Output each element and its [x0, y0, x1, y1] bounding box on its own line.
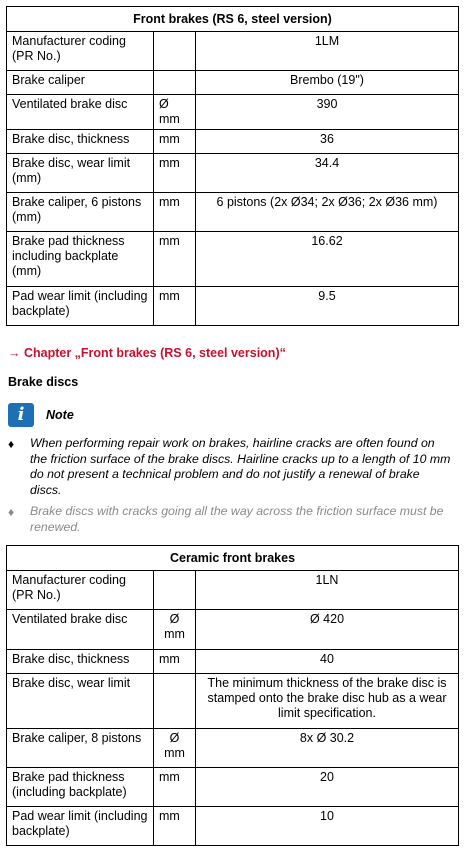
- section-heading: Brake discs: [8, 375, 79, 389]
- front-brakes-steel-table: [6, 6, 459, 326]
- row-value: 1LN: [196, 571, 459, 610]
- row-value: 20: [196, 768, 459, 807]
- row-label: Pad wear limit (including backplate): [7, 807, 154, 846]
- table-row: [7, 807, 459, 846]
- row-value: 10: [196, 807, 459, 846]
- row-value: 390: [196, 95, 459, 130]
- row-label: Brake caliper: [7, 71, 154, 95]
- row-label: Brake pad thickness (including backplate): [7, 768, 154, 807]
- row-value: 9.5: [196, 287, 459, 326]
- row-value: The minimum thickness of the brake disc is stamped onto the brake disc hub as a wear limit specification.: [196, 674, 459, 729]
- bullet-icon: ♦: [8, 505, 15, 519]
- note-label: Note: [46, 408, 74, 422]
- row-unit: mm: [154, 154, 196, 193]
- note-item: When performing repair work on brakes, hairline cracks are often found on the friction surface of the brake discs. Hairline cracks up to a length of 10 mm do not present a technical problem and do not justify a renewal of brake discs.: [30, 436, 451, 497]
- table-row: [7, 130, 459, 154]
- bullet-icon: ♦: [8, 437, 15, 451]
- row-label: Brake disc, thickness: [7, 650, 154, 674]
- note-item: Brake discs with cracks going all the way across the friction surface must be renewed.: [30, 504, 444, 534]
- row-unit: mm: [154, 232, 196, 287]
- row-value: Brembo (19"): [196, 71, 459, 95]
- row-value: 6 pistons (2x Ø34; 2x Ø36; 2x Ø36 mm): [196, 193, 459, 232]
- row-unit: mm: [154, 807, 196, 846]
- row-unit: [154, 674, 196, 729]
- row-value: 16.62: [196, 232, 459, 287]
- table-row: [7, 610, 459, 650]
- row-value: 1LM: [196, 32, 459, 71]
- row-label: Brake caliper, 8 pistons: [7, 729, 154, 768]
- table-row: [7, 650, 459, 674]
- row-unit: [154, 32, 196, 71]
- table-row: [7, 674, 459, 729]
- row-unit: mm: [154, 650, 196, 674]
- row-value: 36: [196, 130, 459, 154]
- row-label: Brake disc, wear limit (mm): [7, 154, 154, 193]
- row-label: Brake pad thickness including backplate (mm): [7, 232, 154, 287]
- table-row: [7, 729, 459, 768]
- row-unit: [154, 571, 196, 610]
- row-unit: [154, 71, 196, 95]
- row-label: Brake caliper, 6 pistons (mm): [7, 193, 154, 232]
- table-row: [7, 71, 459, 95]
- row-label: Ventilated brake disc: [7, 95, 154, 130]
- table-row: [7, 232, 459, 287]
- row-value: 34.4: [196, 154, 459, 193]
- ceramic-front-brakes-table: [6, 545, 459, 846]
- table-row: [7, 95, 459, 130]
- row-unit: Ø mm: [154, 95, 196, 130]
- table-title: Ceramic front brakes: [7, 546, 459, 571]
- table-row: [7, 571, 459, 610]
- row-unit: Ø mm: [154, 729, 196, 768]
- row-unit: mm: [154, 193, 196, 232]
- table-row: [7, 768, 459, 807]
- row-unit: mm: [154, 287, 196, 326]
- info-icon: i: [8, 403, 34, 427]
- row-label: Ventilated brake disc: [7, 610, 154, 650]
- table-title: Front brakes (RS 6, steel version): [7, 7, 459, 32]
- row-value: 40: [196, 650, 459, 674]
- row-unit: mm: [154, 130, 196, 154]
- chapter-link[interactable]: → Chapter „Front brakes (RS 6, steel version)“: [8, 346, 286, 360]
- row-unit: mm: [154, 768, 196, 807]
- row-label: Brake disc, wear limit: [7, 674, 154, 729]
- table-row: [7, 154, 459, 193]
- row-label: Pad wear limit (including backplate): [7, 287, 154, 326]
- table-row: [7, 32, 459, 71]
- row-label: Brake disc, thickness: [7, 130, 154, 154]
- row-value: Ø 420: [196, 610, 459, 650]
- row-value: 8x Ø 30.2: [196, 729, 459, 768]
- row-label: Manufacturer coding (PR No.): [7, 571, 154, 610]
- row-unit: Ø mm: [154, 610, 196, 650]
- table-row: [7, 193, 459, 232]
- table-row: [7, 287, 459, 326]
- row-label: Manufacturer coding (PR No.): [7, 32, 154, 71]
